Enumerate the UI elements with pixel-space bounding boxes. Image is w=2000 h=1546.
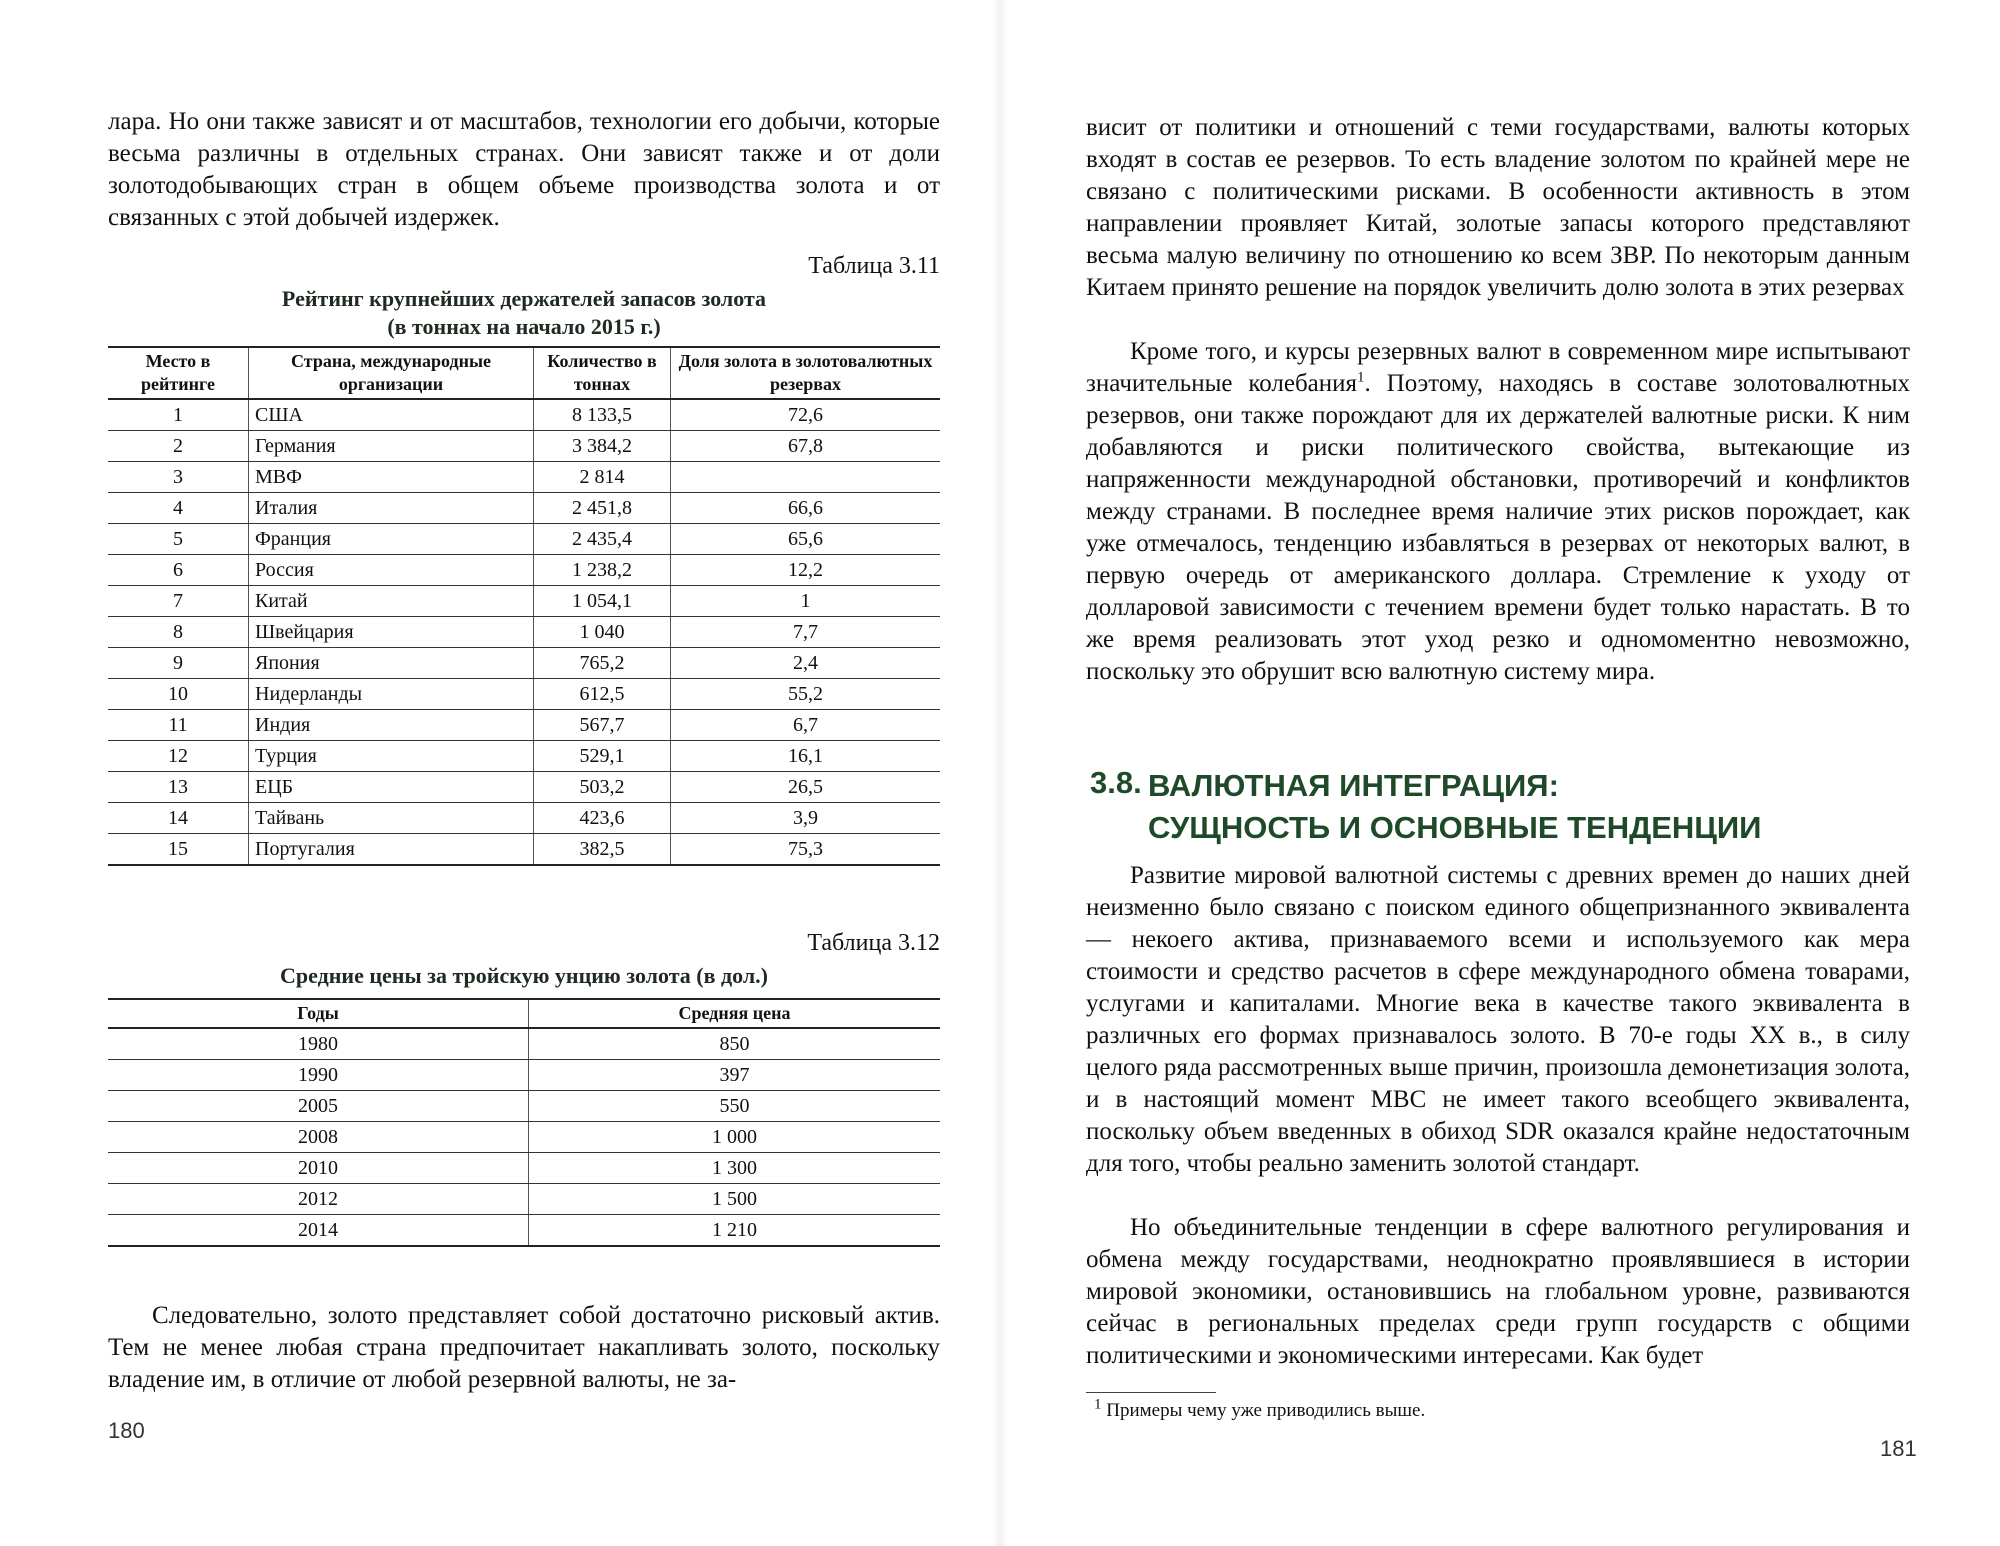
country-cell: Португалия	[249, 834, 534, 866]
right-paragraph-2-end: . Поэтому, находясь в составе золотовалютных резервов, они также порождают для их держателей валютные риски. К ним добавляются и риски политического свойства, вытекающие из напряженности международной обстановки, противоречий и конфликтов между странами. В последнее время наличие этих рисков порождает, как уже отмечалось, тенденцию избавляться в резервах от некоторых валют, в первую очередь от американского доллара. Стремление к уходу от долларовой зависимости с течением времени будет только нарастать. В то же время реализовать этот уход резко и одномоментно невозможно, поскольку это обрушит всю валютную систему мира.	[1086, 370, 1910, 685]
rank-cell: 14	[108, 803, 249, 834]
rank-header: Место в рейтинге	[108, 347, 249, 399]
table-row	[108, 1028, 940, 1060]
year-cell: 2014	[108, 1215, 529, 1247]
amount-cell: 567,7	[534, 710, 671, 741]
rank-cell: 10	[108, 679, 249, 710]
country-cell: Индия	[249, 710, 534, 741]
share-cell: 65,6	[671, 524, 941, 555]
footnote	[1094, 1396, 1426, 1422]
share-cell: 3,9	[671, 803, 941, 834]
section-title-line2: СУЩНОСТЬ И ОСНОВНЫЕ ТЕНДЕНЦИИ	[1148, 810, 1762, 845]
country-cell: Италия	[249, 493, 534, 524]
gold-price-table-body	[108, 1028, 940, 1246]
amount-cell: 529,1	[534, 741, 671, 772]
country-cell: США	[249, 399, 534, 431]
year-cell: 1980	[108, 1028, 529, 1060]
rank-cell: 1	[108, 399, 249, 431]
country-cell: Япония	[249, 648, 534, 679]
price-cell: 1 000	[529, 1122, 941, 1153]
rank-cell: 3	[108, 462, 249, 493]
rank-cell: 15	[108, 834, 249, 866]
country-cell: Франция	[249, 524, 534, 555]
rank-cell: 7	[108, 586, 249, 617]
price-cell: 1 210	[529, 1215, 941, 1247]
page-number-right: 181	[1880, 1436, 1917, 1461]
table-3-12-title: Средние цены за тройскую унцию золота (в дол.)	[279, 963, 768, 988]
rank-cell: 8	[108, 617, 249, 648]
rank-cell: 4	[108, 493, 249, 524]
left-top-paragraph: лара. Но они также зависят и от масштабов, технологии его добычи, которые весьма различны в отдельных странах. Они зависят также и от доли золотодобывающих стран в общем объеме производства золота и от связанных с этой добычей издержек.	[108, 108, 940, 231]
amount-cell: 612,5	[534, 679, 671, 710]
rank-cell: 6	[108, 555, 249, 586]
amount-header: Количество в тоннах	[534, 347, 671, 399]
table-row	[108, 741, 940, 772]
amount-cell: 8 133,5	[534, 399, 671, 431]
share-cell: 2,4	[671, 648, 941, 679]
amount-cell: 2 814	[534, 462, 671, 493]
price-cell: 397	[529, 1060, 941, 1091]
rank-cell: 2	[108, 431, 249, 462]
right-paragraph-2-start: Кроме того, и курсы резервных валют в современном мире испытывают значительные колебания	[1086, 338, 1910, 397]
table-row	[108, 1091, 940, 1122]
table-3-11-title-line2: (в тоннах на начало 2015 г.)	[387, 314, 661, 339]
share-cell: 67,8	[671, 431, 941, 462]
rank-cell: 12	[108, 741, 249, 772]
section-title	[1148, 765, 1788, 849]
table-row	[108, 679, 940, 710]
footnote-marker: 1	[1094, 1396, 1102, 1413]
table-row	[108, 772, 940, 803]
amount-cell: 423,6	[534, 803, 671, 834]
section-title-line1: ВАЛЮТНАЯ ИНТЕГРАЦИЯ:	[1148, 768, 1559, 803]
gold-reserves-table-body	[108, 399, 940, 865]
country-cell: Швейцария	[249, 617, 534, 648]
country-cell: Турция	[249, 741, 534, 772]
right-paragraph-1: висит от политики и отношений с теми государствами, валюты которых входят в состав ее резервов. То есть владение золотом по крайней мере не связано с политическими рисками. В особенности активность в этом направлении проявляет Китай, золотые запасы которого представляют весьма малую величину по отношению ко всем ЗВР. По некоторым данным Китаем принято решение на порядок увеличить долю золота в этих резервах	[1086, 114, 1910, 301]
amount-cell: 382,5	[534, 834, 671, 866]
amount-cell: 1 238,2	[534, 555, 671, 586]
table-3-12-caption: Таблица 3.12	[807, 930, 940, 956]
price-cell: 850	[529, 1028, 941, 1060]
year-header: Годы	[108, 999, 529, 1028]
country-cell: ЕЦБ	[249, 772, 534, 803]
table-row	[108, 1122, 940, 1153]
section-number: 3.8.	[1090, 765, 1142, 800]
country-cell: Нидерланды	[249, 679, 534, 710]
rank-cell: 11	[108, 710, 249, 741]
rank-cell: 9	[108, 648, 249, 679]
table-row	[108, 617, 940, 648]
year-cell: 2012	[108, 1184, 529, 1215]
amount-cell: 2 435,4	[534, 524, 671, 555]
rank-cell: 5	[108, 524, 249, 555]
table-row	[108, 399, 940, 431]
left-bottom-paragraph: Следовательно, золото представляет собой достаточно рисковый актив. Тем не менее любая страна предпочитает накапливать золото, поскольку владение им, в отличие от любой резервной валюты, не за-	[108, 1302, 940, 1393]
table-row	[108, 524, 940, 555]
rank-cell: 13	[108, 772, 249, 803]
share-cell: 26,5	[671, 772, 941, 803]
year-cell: 2008	[108, 1122, 529, 1153]
table-3-11-title	[108, 285, 940, 341]
share-cell: 12,2	[671, 555, 941, 586]
amount-cell: 503,2	[534, 772, 671, 803]
right-paragraph-3: Развитие мировой валютной системы с древних времен до наших дней неизменно было связано с поиском единого общепризнанного эквивалента — некоего актива, признаваемого всеми и используемого как мера стоимости и средство расчетов в сфере международного обмена товарами, услугами и капиталами. Многие века в качестве такого эквивалента в различных его формах признавалось золото. В 70-е годы XX в., в силу целого ряда рассмотренных выше причин, произошла демонетизация золота, и в настоящий момент МВС не имеет такого всеобщего эквивалента, поскольку объем введенных в обиход SDR оказался крайне недостаточным для того, чтобы реально заменить золотой стандарт.	[1086, 862, 1910, 1177]
country-cell: Китай	[249, 586, 534, 617]
right-paragraph-4: Но объединительные тенденции в сфере валютного регулирования и обмена между государствами, неоднократно проявлявшиеся в истории мировой экономики, остановившись на глобальном уровне, развиваются сейчас в региональных пределах среди групп государств с общими политическими и экономическими интересами. Как будет	[1086, 1214, 1910, 1369]
share-cell: 75,3	[671, 834, 941, 866]
table-3-11-title-line1: Рейтинг крупнейших держателей запасов золота	[281, 286, 767, 311]
table-row	[108, 493, 940, 524]
table-row	[108, 431, 940, 462]
gold-price-table	[108, 998, 940, 1247]
share-header: Доля золота в золотовалютных резервах	[671, 347, 941, 399]
year-cell: 2010	[108, 1153, 529, 1184]
country-cell: Тайвань	[249, 803, 534, 834]
share-cell: 66,6	[671, 493, 941, 524]
table-row	[108, 1060, 940, 1091]
share-cell: 55,2	[671, 679, 941, 710]
share-cell: 16,1	[671, 741, 941, 772]
country-cell: Россия	[249, 555, 534, 586]
table-row	[108, 1215, 940, 1247]
country-cell: МВФ	[249, 462, 534, 493]
price-cell: 1 500	[529, 1184, 941, 1215]
year-cell: 2005	[108, 1091, 529, 1122]
country-cell: Германия	[249, 431, 534, 462]
share-cell	[671, 462, 941, 493]
table-row	[108, 586, 940, 617]
share-cell: 7,7	[671, 617, 941, 648]
right-paragraph-2	[1086, 336, 1910, 688]
footnote-text: Примеры чему уже приводились выше.	[1106, 1400, 1426, 1421]
amount-cell: 2 451,8	[534, 493, 671, 524]
footnote-divider	[1086, 1392, 1216, 1393]
table-row	[108, 462, 940, 493]
amount-cell: 1 040	[534, 617, 671, 648]
share-cell: 72,6	[671, 399, 941, 431]
share-cell: 1	[671, 586, 941, 617]
table-3-11-caption: Таблица 3.11	[808, 253, 940, 279]
share-cell: 6,7	[671, 710, 941, 741]
country-header: Страна, международные организации	[249, 347, 534, 399]
price-cell: 550	[529, 1091, 941, 1122]
amount-cell: 1 054,1	[534, 586, 671, 617]
price-header: Средняя цена	[529, 999, 941, 1028]
amount-cell: 765,2	[534, 648, 671, 679]
year-cell: 1990	[108, 1060, 529, 1091]
table-row	[108, 648, 940, 679]
amount-cell: 3 384,2	[534, 431, 671, 462]
table-row	[108, 1153, 940, 1184]
table-row	[108, 1184, 940, 1215]
gold-reserves-table	[108, 346, 940, 866]
table-row	[108, 555, 940, 586]
table-row	[108, 803, 940, 834]
page-number-left: 180	[108, 1418, 145, 1443]
price-cell: 1 300	[529, 1153, 941, 1184]
table-row	[108, 710, 940, 741]
table-row	[108, 834, 940, 866]
footnote-reference: 1	[1357, 369, 1365, 386]
